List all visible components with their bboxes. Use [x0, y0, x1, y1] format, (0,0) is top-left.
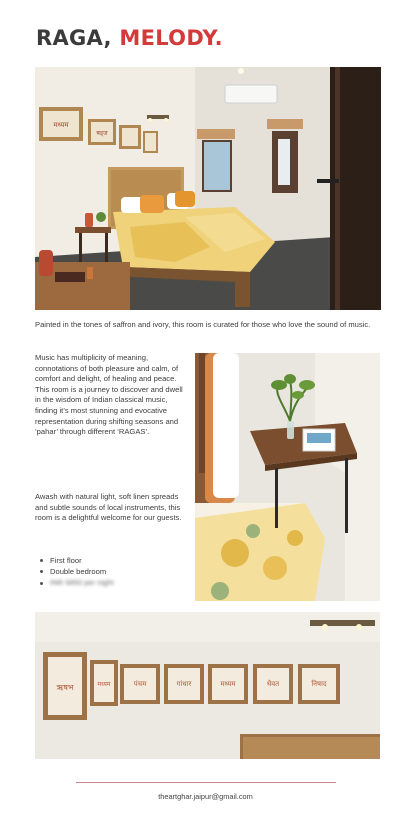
- frame-word: पंचम: [133, 681, 147, 688]
- frame-word: ऋषभ: [56, 683, 74, 692]
- title-part-2: MELODY.: [119, 26, 223, 50]
- bedside-photo: [195, 353, 380, 601]
- frame-word: मध्यम: [97, 682, 111, 688]
- bullet-dot: [40, 570, 43, 573]
- list-item: [40, 555, 114, 566]
- raga-frames-photo: [35, 612, 380, 759]
- frame-word: निषाद: [311, 681, 327, 688]
- description-paragraph-2: Awash with natural light, soft linen spreads and subtle sounds of local instruments, this room is a delightful welcome for our guests.: [35, 492, 182, 523]
- intro-text: Painted in the tones of saffron and ivory, this room is curated for those who love the sound of music.: [35, 320, 371, 329]
- detail-floor: First floor: [50, 556, 82, 565]
- room-details-list: [40, 555, 114, 589]
- detail-room-type: Double bedroom: [50, 567, 107, 577]
- bedroom-frame-word: षड्ज: [96, 131, 108, 137]
- bullet-dot: [40, 559, 43, 562]
- bedroom-frame-word: मध्यम: [53, 122, 69, 129]
- detail-price: INR 5850 per night: [50, 578, 114, 588]
- page-title: [36, 26, 223, 50]
- title-part-1: RAGA,: [36, 26, 112, 50]
- bedroom-photo: [35, 67, 381, 310]
- list-item: [40, 566, 114, 577]
- bullet-dot: [40, 582, 43, 585]
- frame-word: धैवत: [266, 681, 280, 688]
- frame-word: गांधार: [176, 681, 192, 688]
- footer-email: theartghar.jaipur@gmail.com: [158, 792, 253, 801]
- description-paragraph-1: Music has multiplicity of meaning, connotations of both pleasure and calm, of comfort and delight, of healing and peace. This room is a journey to discover and dwell in the wisdom of Indian classical music, finding it’s most stunning and evocative representation during shifting seasons and ‘pahar’ through different ‘RAGAS’.: [35, 353, 183, 437]
- footer-divider: [76, 782, 336, 783]
- list-item: [40, 577, 114, 588]
- frame-word: मध्यम: [220, 681, 236, 688]
